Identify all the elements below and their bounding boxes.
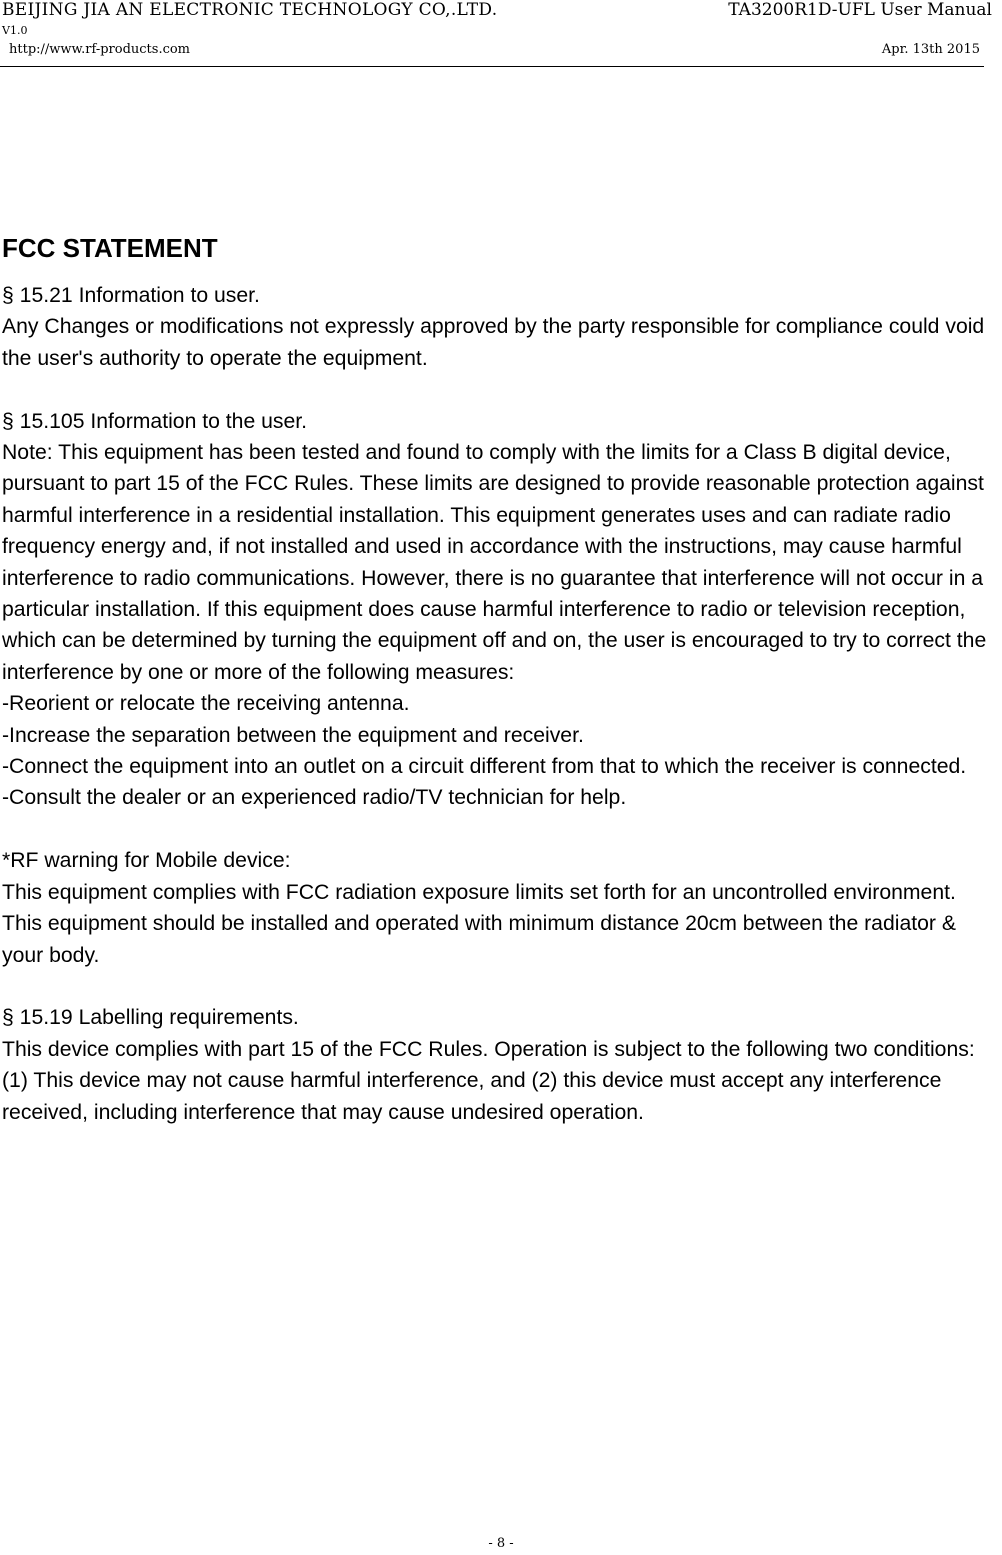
measure-item: -Consult the dealer or an experienced radio/TV technician for help.	[2, 786, 627, 810]
header-url: http://www.rf-products.com	[9, 42, 191, 57]
section-heading: *RF warning for Mobile device:	[2, 849, 291, 873]
header-divider	[0, 66, 984, 67]
section-15-19	[2, 1002, 998, 1128]
page-header	[0, 0, 1002, 70]
section-text: This device complies with part 15 of the FCC Rules. Operation is subject to the following two conditions: (1) This device may not cause harmful interference, and (2) this device must accept any interference received, including interference that may cause undesired operation.	[2, 1037, 975, 1124]
section-15-21	[2, 280, 998, 374]
section-heading: § 15.19 Labelling requirements.	[2, 1006, 299, 1030]
header-manual-title: TA3200R1D-UFL User Manual	[728, 0, 992, 20]
section-heading: § 15.21 Information to user.	[2, 284, 260, 307]
section-text: Any Changes or modifications not expressly approved by the party responsible for compliance could void the user's authority to operate the equipment.	[2, 315, 985, 370]
section-text: Note: This equipment has been tested and found to comply with the limits for a Class B digital device, pursuant to part 15 of the FCC Rules. These limits are designed to provide reasonable protection against harmful interference in a residential installation. This equipment generates uses and can radiate radio frequency energy and, if not installed and used in accordance with the instructions, may cause harmful interference to radio communications. However, there is no guarantee that interference will not occur in a particular installation. If this equipment does cause harmful interference to radio or television reception, which can be determined by turning the equipment off and on, the user is encouraged to try to correct the interference by one or more of the following measures:	[2, 441, 987, 684]
paragraph-gap	[2, 971, 998, 1002]
measure-item: -Reorient or relocate the receiving antenna.	[2, 692, 410, 716]
paragraph-gap	[2, 374, 998, 405]
section-heading: § 15.105 Information to the user.	[2, 409, 308, 433]
section-rf-warning	[2, 845, 998, 971]
measure-item: -Connect the equipment into an outlet on a circuit different from that to which the receiver is connected.	[2, 755, 967, 779]
section-15-105	[2, 406, 998, 814]
section-text: This equipment complies with FCC radiation exposure limits set forth for an uncontrolled environment. This equipment should be installed and operated with minimum distance 20cm between the radiator & your body.	[2, 880, 956, 967]
header-date: Apr. 13th 2015	[881, 42, 980, 57]
page-title: FCC STATEMENT	[2, 233, 218, 263]
document-body	[2, 230, 998, 1128]
page-number: - 8 -	[488, 1536, 514, 1551]
measure-item: -Increase the separation between the equipment and receiver.	[2, 723, 584, 747]
header-company-name: BEIJING JIA AN ELECTRONIC TECHNOLOGY CO,.LTD.	[2, 0, 498, 20]
paragraph-gap	[2, 814, 998, 845]
header-version: V1.0	[2, 24, 28, 37]
